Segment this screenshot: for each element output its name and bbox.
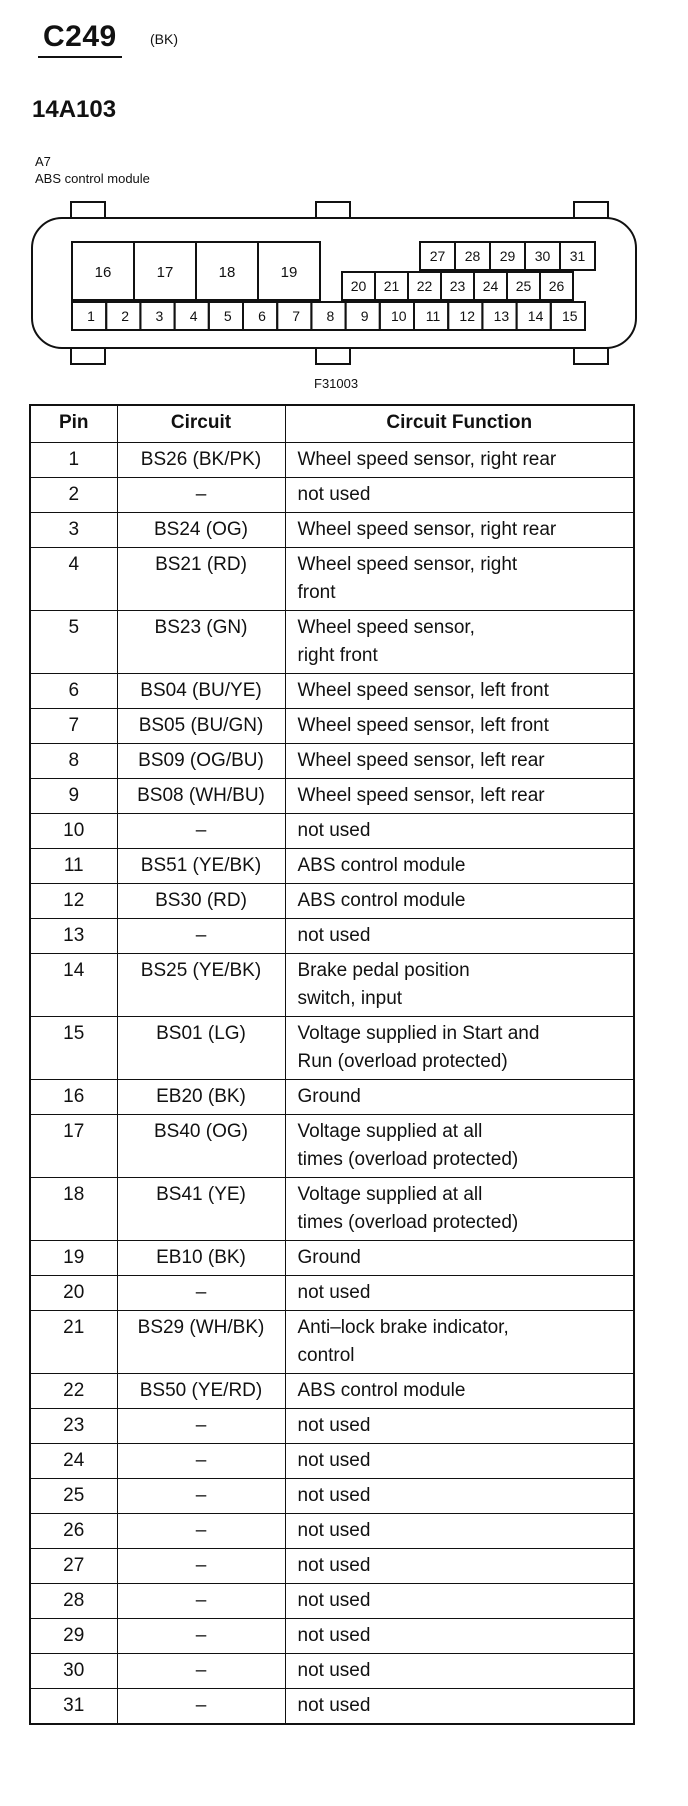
- pin-number-label: 10: [391, 308, 407, 324]
- table-row: [30, 709, 634, 744]
- pin-number-label: 1: [87, 308, 95, 324]
- function-line: Ground: [297, 1247, 361, 1268]
- pin-number-label: 9: [360, 308, 369, 324]
- circuit-cell: –: [117, 1276, 285, 1311]
- circuit-cell: BS25 (YE/BK): [117, 954, 285, 1017]
- function-cell: [285, 1276, 634, 1311]
- pin-cell: 25: [30, 1479, 117, 1514]
- pin-number-label: 29: [499, 248, 516, 264]
- circuit-cell: –: [117, 1584, 285, 1619]
- function-cell: [285, 709, 634, 744]
- table-row: [30, 1619, 634, 1654]
- table-row: [30, 1514, 634, 1549]
- connector-code: C249: [43, 20, 117, 53]
- figure-reference: F31003: [314, 376, 359, 391]
- circuit-cell: –: [117, 1549, 285, 1584]
- function-line: front: [297, 582, 336, 603]
- table-row: [30, 1178, 634, 1241]
- pin-number-label: 22: [416, 278, 433, 294]
- circuit-cell: BS24 (OG): [117, 513, 285, 548]
- pin-cell: 7: [30, 709, 117, 744]
- function-line: not used: [297, 1695, 371, 1716]
- pin-cell: 30: [30, 1654, 117, 1689]
- function-cell: [285, 779, 634, 814]
- function-cell: [285, 954, 634, 1017]
- circuit-cell: BS08 (WH/BU): [117, 779, 285, 814]
- table-row: [30, 1080, 634, 1115]
- function-line: Wheel speed sensor, left front: [297, 680, 549, 701]
- pin-number-label: 25: [515, 278, 532, 294]
- pin-number-label: 20: [350, 278, 367, 294]
- function-cell: [285, 1584, 634, 1619]
- circuit-cell: BS29 (WH/BK): [117, 1311, 285, 1374]
- pin-number-label: 17: [156, 264, 174, 281]
- pin-number-label: 8: [326, 308, 335, 324]
- circuit-cell: –: [117, 1479, 285, 1514]
- function-cell: [285, 611, 634, 674]
- pin-cell: 2: [30, 478, 117, 513]
- function-line: switch, input: [297, 988, 403, 1009]
- function-line: Wheel speed sensor,: [297, 617, 475, 638]
- function-line: not used: [297, 484, 371, 505]
- pin-number-label: 24: [482, 278, 499, 294]
- function-line: right front: [297, 645, 378, 666]
- table-row: [30, 1409, 634, 1444]
- header-function: Circuit Function: [285, 405, 634, 443]
- function-line: not used: [297, 820, 371, 841]
- function-line: Wheel speed sensor, right: [297, 554, 518, 575]
- table-row: [30, 674, 634, 709]
- function-cell: [285, 919, 634, 954]
- pin-number-label: 5: [223, 308, 232, 324]
- table-row: [30, 611, 634, 674]
- circuit-cell: –: [117, 478, 285, 513]
- circuit-cell: BS50 (YE/RD): [117, 1374, 285, 1409]
- table-row: [30, 548, 634, 611]
- function-line: ABS control module: [297, 855, 466, 876]
- circuit-cell: BS51 (YE/BK): [117, 849, 285, 884]
- function-cell: [285, 1619, 634, 1654]
- function-cell: [285, 1654, 634, 1689]
- pin-cell: 16: [30, 1080, 117, 1115]
- pin-cell: 21: [30, 1311, 117, 1374]
- function-cell: [285, 744, 634, 779]
- function-line: not used: [297, 1660, 371, 1681]
- function-cell: [285, 849, 634, 884]
- table-header-row: [30, 405, 634, 443]
- table-row: [30, 1241, 634, 1276]
- pin-cell: 26: [30, 1514, 117, 1549]
- function-line: Voltage supplied in Start and: [297, 1023, 540, 1044]
- function-line: Wheel speed sensor, left front: [297, 715, 549, 736]
- pin-cell: 29: [30, 1619, 117, 1654]
- pin-cell: 9: [30, 779, 117, 814]
- pin-number-label: 14: [527, 308, 544, 324]
- table-row: [30, 1479, 634, 1514]
- function-line: Wheel speed sensor, right rear: [297, 449, 557, 470]
- pin-cell: 11: [30, 849, 117, 884]
- function-line: Anti–lock brake indicator,: [297, 1317, 509, 1338]
- function-line: not used: [297, 1282, 371, 1303]
- function-line: not used: [297, 925, 371, 946]
- function-line: Run (overload protected): [297, 1051, 508, 1072]
- table-row: [30, 1549, 634, 1584]
- table-row: [30, 1584, 634, 1619]
- function-line: times (overload protected): [297, 1212, 519, 1233]
- function-cell: [285, 1479, 634, 1514]
- function-line: times (overload protected): [297, 1149, 519, 1170]
- function-cell: [285, 1080, 634, 1115]
- function-line: ABS control module: [297, 1380, 466, 1401]
- circuit-cell: –: [117, 814, 285, 849]
- pin-cell: 12: [30, 884, 117, 919]
- circuit-cell: BS30 (RD): [117, 884, 285, 919]
- circuit-cell: BS04 (BU/YE): [117, 674, 285, 709]
- circuit-cell: –: [117, 1409, 285, 1444]
- pin-number-label: 3: [155, 308, 164, 324]
- function-cell: [285, 1241, 634, 1276]
- pin-cell: 19: [30, 1241, 117, 1276]
- circuit-cell: BS26 (BK/PK): [117, 443, 285, 478]
- function-cell: [285, 548, 634, 611]
- connector-face-diagram: [24, 198, 644, 372]
- pin-cell: 5: [30, 611, 117, 674]
- function-line: not used: [297, 1555, 371, 1576]
- circuit-cell: BS40 (OG): [117, 1115, 285, 1178]
- table-row: [30, 779, 634, 814]
- connector-color: (BK): [150, 31, 178, 47]
- pin-table: [29, 404, 635, 1725]
- pin-cell: 8: [30, 744, 117, 779]
- function-line: ABS control module: [297, 890, 466, 911]
- pin-number-label: 6: [258, 308, 266, 324]
- table-row: [30, 919, 634, 954]
- circuit-cell: BS05 (BU/GN): [117, 709, 285, 744]
- pin-number-label: 28: [464, 248, 481, 264]
- function-cell: [285, 1549, 634, 1584]
- circuit-cell: EB20 (BK): [117, 1080, 285, 1115]
- connector-code-underline: [38, 56, 122, 58]
- circuit-cell: –: [117, 1689, 285, 1725]
- pin-number-label: 31: [569, 248, 586, 264]
- connector-body: [32, 218, 636, 348]
- function-line: Wheel speed sensor, left rear: [297, 785, 545, 806]
- pin-number-label: 18: [218, 264, 236, 281]
- function-line: Voltage supplied at all: [297, 1184, 483, 1205]
- function-cell: [285, 478, 634, 513]
- pin-number-label: 11: [425, 308, 441, 324]
- pin-cell: 24: [30, 1444, 117, 1479]
- pin-number-label: 13: [493, 308, 510, 324]
- header-pin: Pin: [30, 405, 117, 443]
- pin-cell: 1: [30, 443, 117, 478]
- function-line: not used: [297, 1590, 371, 1611]
- circuit-cell: –: [117, 1514, 285, 1549]
- table-row: [30, 884, 634, 919]
- circuit-cell: –: [117, 1654, 285, 1689]
- pin-cell: 14: [30, 954, 117, 1017]
- function-line: Wheel speed sensor, right rear: [297, 519, 557, 540]
- pin-cell: 18: [30, 1178, 117, 1241]
- pin-cell: 10: [30, 814, 117, 849]
- function-cell: [285, 1409, 634, 1444]
- function-line: control: [297, 1345, 355, 1366]
- circuit-cell: EB10 (BK): [117, 1241, 285, 1276]
- function-cell: [285, 1178, 634, 1241]
- table-row: [30, 1654, 634, 1689]
- table-row: [30, 954, 634, 1017]
- part-number: 14A103: [32, 96, 117, 123]
- header-circuit: Circuit: [117, 405, 285, 443]
- circuit-cell: BS41 (YE): [117, 1178, 285, 1241]
- function-line: not used: [297, 1415, 371, 1436]
- function-cell: [285, 1374, 634, 1409]
- table-row: [30, 1276, 634, 1311]
- function-line: Ground: [297, 1086, 361, 1107]
- function-line: Wheel speed sensor, left rear: [297, 750, 545, 771]
- function-line: Voltage supplied at all: [297, 1121, 483, 1142]
- circuit-cell: BS21 (RD): [117, 548, 285, 611]
- pin-number-label: 16: [94, 264, 112, 281]
- circuit-cell: –: [117, 919, 285, 954]
- pin-number-label: 19: [280, 264, 298, 281]
- pin-number-label: 2: [121, 308, 130, 324]
- pin-cell: 20: [30, 1276, 117, 1311]
- table-row: [30, 1374, 634, 1409]
- circuit-cell: –: [117, 1444, 285, 1479]
- function-cell: [285, 814, 634, 849]
- pin-cell: 4: [30, 548, 117, 611]
- table-row: [30, 443, 634, 478]
- pin-number-label: 26: [548, 278, 565, 294]
- circuit-cell: BS23 (GN): [117, 611, 285, 674]
- function-cell: [285, 884, 634, 919]
- table-row: [30, 814, 634, 849]
- table-row: [30, 1115, 634, 1178]
- function-cell: [285, 1017, 634, 1080]
- table-row: [30, 849, 634, 884]
- function-cell: [285, 1689, 634, 1725]
- function-cell: [285, 1514, 634, 1549]
- pin-number-label: 30: [534, 248, 551, 264]
- pin-cell: 15: [30, 1017, 117, 1080]
- table-row: [30, 744, 634, 779]
- pin-number-label: 7: [292, 308, 301, 324]
- table-row: [30, 1689, 634, 1725]
- pin-number-label: 27: [429, 248, 446, 264]
- function-line: not used: [297, 1450, 371, 1471]
- pin-cell: 22: [30, 1374, 117, 1409]
- table-row: [30, 513, 634, 548]
- pin-cell: 6: [30, 674, 117, 709]
- pin-number-label: 15: [562, 308, 578, 324]
- module-name: ABS control module: [35, 171, 150, 186]
- pin-number-label: 23: [449, 278, 466, 294]
- pin-cell: 28: [30, 1584, 117, 1619]
- pin-cell: 17: [30, 1115, 117, 1178]
- module-ref: A7: [35, 154, 51, 169]
- pin-cell: 27: [30, 1549, 117, 1584]
- function-cell: [285, 1311, 634, 1374]
- function-cell: [285, 513, 634, 548]
- table-row: [30, 1444, 634, 1479]
- function-line: not used: [297, 1485, 371, 1506]
- function-cell: [285, 1115, 634, 1178]
- circuit-cell: –: [117, 1619, 285, 1654]
- function-line: Brake pedal position: [297, 960, 470, 981]
- table-row: [30, 1017, 634, 1080]
- table-row: [30, 478, 634, 513]
- pin-cell: 13: [30, 919, 117, 954]
- function-cell: [285, 443, 634, 478]
- pin-number-label: 4: [189, 308, 198, 324]
- function-cell: [285, 674, 634, 709]
- table-row: [30, 1311, 634, 1374]
- pin-cell: 23: [30, 1409, 117, 1444]
- function-line: not used: [297, 1520, 371, 1541]
- pin-number-label: 12: [459, 308, 475, 324]
- function-line: not used: [297, 1625, 371, 1646]
- circuit-cell: BS09 (OG/BU): [117, 744, 285, 779]
- pin-cell: 3: [30, 513, 117, 548]
- function-cell: [285, 1444, 634, 1479]
- pin-number-label: 21: [383, 278, 400, 294]
- circuit-cell: BS01 (LG): [117, 1017, 285, 1080]
- pin-cell: 31: [30, 1689, 117, 1725]
